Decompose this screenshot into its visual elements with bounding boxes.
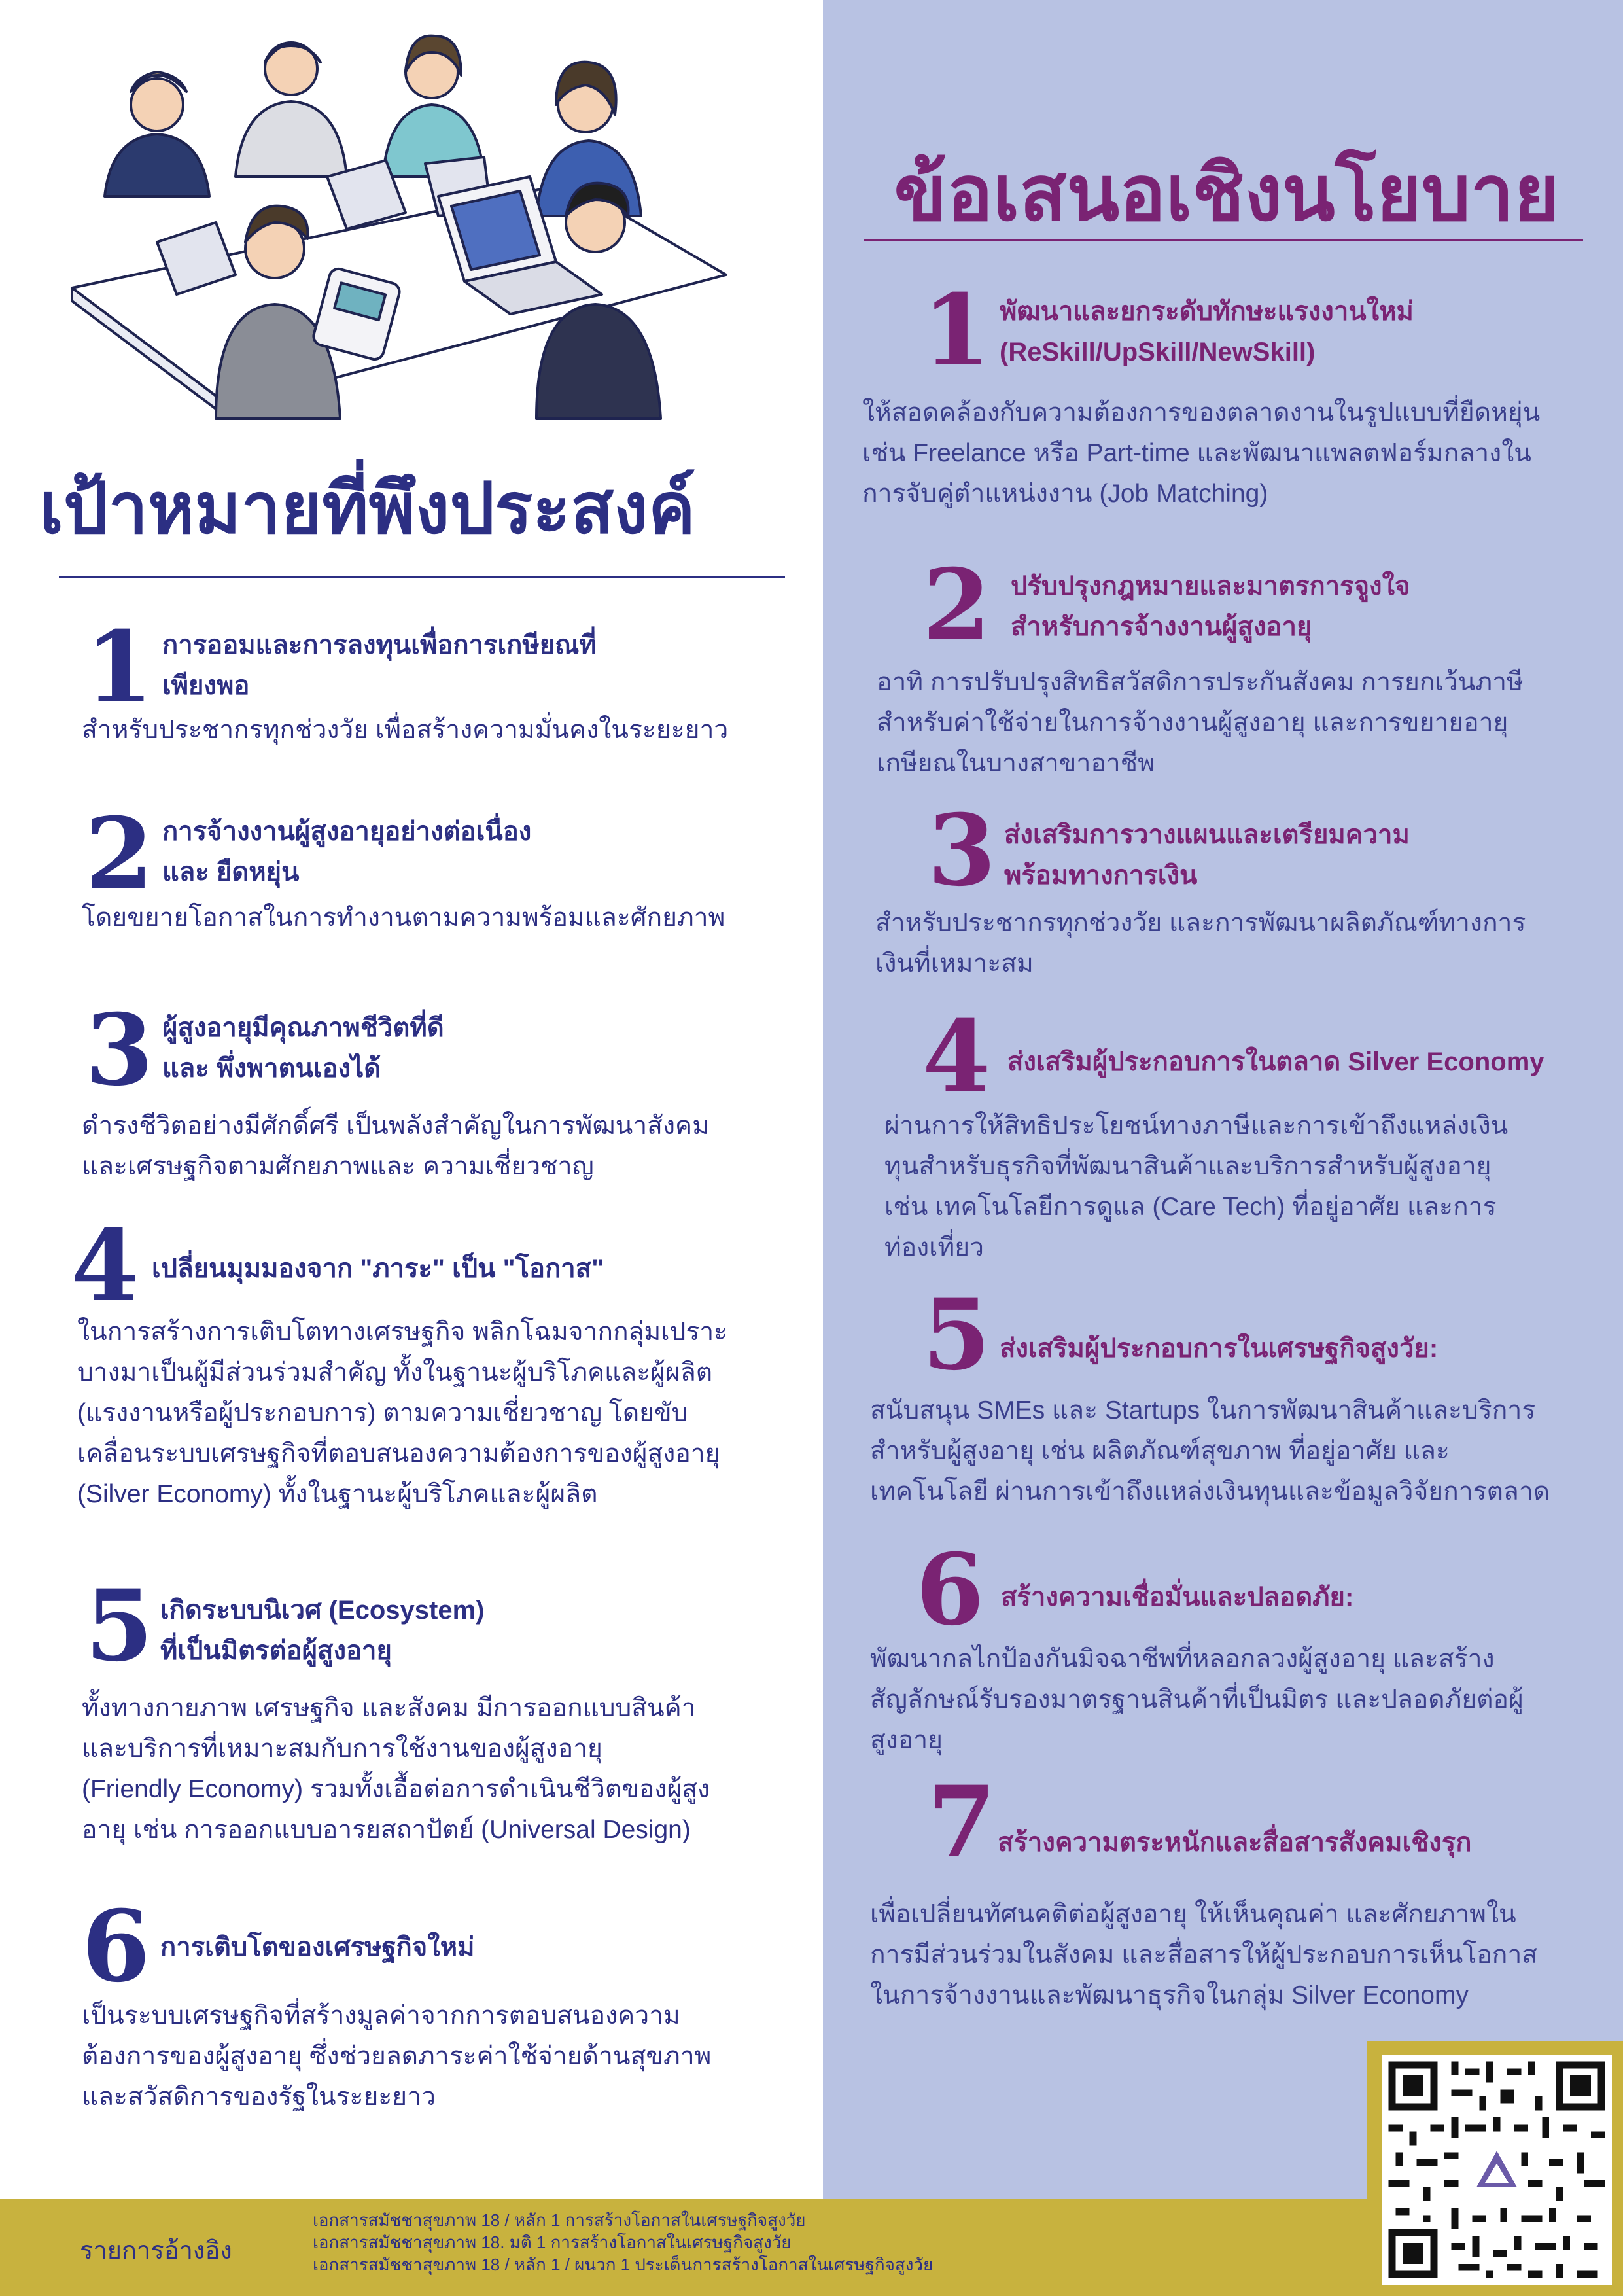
policy-title-divider [864,239,1583,241]
goal-text: โดยขยายโอกาสในการทำงานตามความพร้อมและศักยภาพ [82,904,725,932]
policy-heading: ส่งเสริมผู้ประกอบการในตลาด Silver Economy [1007,1048,1544,1076]
goal-heading: เกิดระบบนิเวศ (Ecosystem) ที่เป็นมิตรต่อผู้สูงอายุ [160,1596,485,1665]
team-meeting-illustration [59,26,739,432]
goal-number: 1 [85,610,154,725]
goal-number: 3 [85,993,154,1108]
policy-text: สนับสนุน SMEs และ Startups ในการพัฒนาสินค้าและบริการ สำหรับผู้สูงอายุ เช่น ผลิตภัณฑ์สุขภาพ ที่อยู่อาศัย และ เทคโนโลยี ผ่านการเข้าถึงแหล่งเงินทุนและข้อมูลวิจัยการตลาด [870,1396,1550,1506]
policy-text: สำหรับประชากรทุกช่วงวัย และการพัฒนาผลิตภัณฑ์ทางการ เงินที่เหมาะสม [875,909,1526,978]
policy-text: เพื่อเปลี่ยนทัศนคติต่อผู้สูงอายุ ให้เห็นคุณค่า และศักยภาพใน การมีส่วนร่วมในสังคม และสื่อสารให้ผู้ประกอบการเห็นโอกาส ในการจ้างงานและพัฒนาธุรกิจในกลุ่ม Silver Economy [870,1900,1538,2009]
policy-title: ข้อเสนอเชิงนโยบาย [894,150,1560,237]
goals-title-divider [59,576,785,578]
goal-number: 6 [82,1889,150,2004]
goal-number: 2 [85,796,154,911]
policy-heading: พัฒนาและยกระดับทักษะแรงงานใหม่ (ReSkill/UpSkill/NewSkill) [1000,297,1414,366]
assembly-logo-icon [1473,2146,1522,2195]
goal-text: ในการสร้างการเติบโตทางเศรษฐกิจ พลิกโฉมจากกลุ่มเปราะ บางมาเป็นผู้มีส่วนร่วมสำคัญ ทั้งในฐานะผู้บริโภคและผู้ผลิต (แรงงานหรือผู้ประกอบการ) ตามความเชี่ยวชาญ โดยขับ เคลื่อนระบบเศรษฐกิจที่ตอบสนองความต้องการของผู้สูงอายุ (Silver Economy) ทั้งในฐานะผู้บริโภคและผู้ผลิต [77,1318,728,1508]
reference-item: เอกสารสมัชชาสุขภาพ 18. มติ 1 การสร้างโอกาสในเศรษฐกิจสูงวัย [313,2233,792,2252]
policy-number: 4 [922,999,991,1114]
policy-number: 3 [928,793,996,908]
goal-number: 4 [71,1209,139,1324]
goal-heading: การเติบโตของเศรษฐกิจใหม่ [160,1933,475,1962]
goal-heading: การออมและการลงทุนเพื่อการเกษียณที่ เพียงพอ [162,631,597,700]
references-list [313,2209,933,2276]
goal-text: ดำรงชีวิตอย่างมีศักดิ์ศรี เป็นพลังสำคัญในการพัฒนาสังคม และเศรษฐกิจตามศักยภาพและ ความเชี่ยวชาญ [82,1112,709,1180]
policy-text: ให้สอดคล้องกับความต้องการของตลาดงานในรูปแบบที่ยืดหยุ่น เช่น Freelance หรือ Part-time และพัฒนาแพลตฟอร์มกลางใน การจับคู่ตำแหน่งงาน (Job Matching) [862,398,1541,508]
goals-title: เป้าหมายที่พึงประสงค์ [39,468,696,548]
policy-number: 6 [916,1532,985,1648]
policy-text: ผ่านการให้สิทธิประโยชน์ทางภาษีและการเข้าถึงแหล่งเงิน ทุนสำหรับธุรกิจที่พัฒนาสินค้าและบริการสำหรับผู้สูงอายุ เช่น เทคโนโลยีการดูแล (Care Tech) ที่อยู่อาศัย และการ ท่องเที่ยว [884,1112,1509,1262]
policy-heading: ส่งเสริมผู้ประกอบการในเศรษฐกิจสูงวัย: [1000,1334,1439,1363]
goal-heading: ผู้สูงอายุมีคุณภาพชีวิตที่ดี และ พึ่งพาตนเองได้ [162,1014,444,1083]
goal-number: 5 [85,1568,154,1684]
goal-text: สำหรับประชากรทุกช่วงวัย เพื่อสร้างความมั่นคงในระยะยาว [82,716,729,744]
goal-text: เป็นระบบเศรษฐกิจที่สร้างมูลค่าจากการตอบสนองความ ต้องการของผู้สูงอายุ ซึ่งช่วยลดภาระค่าใช้จ่ายด้านสุขภาพ และสวัสดิการของรัฐในระยะยาว [82,2002,712,2111]
reference-item: เอกสารสมัชชาสุขภาพ 18 / หลัก 1 / ผนวก 1 ประเด็นการสร้างโอกาสในเศรษฐกิจสูงวัย [313,2255,934,2274]
goal-text: ทั้งทางกายภาพ เศรษฐกิจ และสังคม มีการออกแบบสินค้า และบริการที่เหมาะสมกับการใช้งานของผู้สูงอายุ (Friendly Economy) รวมทั้งเอื้อต่อการดำเนินชีวิตของผู้สูง อายุ เช่น การออกแบบอารยสถาปัตย์ (Universal Design) [82,1694,710,1844]
policy-number: 5 [922,1277,991,1392]
policy-heading: สร้างความตระหนักและสื่อสารสังคมเชิงรุก [998,1828,1472,1857]
policy-text: พัฒนากลไกป้องกันมิจฉาชีพที่หลอกลวงผู้สูงอายุ และสร้าง สัญลักษณ์รับรองมาตรฐานสินค้าที่เป็นมิตร และปลอดภัยต่อผู้ สูงอายุ [870,1645,1524,1754]
goal-heading: เปลี่ยนมุมมองจาก "ภาระ" เป็น "โอกาส" [152,1254,604,1283]
policy-heading: สร้างความเชื่อมั่นและปลอดภัย: [1001,1583,1354,1612]
references-label: รายการอ้างอิง [80,2237,232,2265]
qr-code-icon[interactable] [1382,2055,1612,2285]
policy-text: อาทิ การปรับปรุงสิทธิสวัสดิการประกันสังคม การยกเว้นภาษี สำหรับค่าใช้จ่ายในการจ้างงานผู้สูงอายุ และการขยายอายุ เกษียณในบางสาขาอาชีพ [877,668,1524,777]
policy-number: 7 [928,1765,996,1880]
policy-heading: ปรับปรุงกฎหมายและมาตรการจูงใจ สำหรับการจ้างงานผู้สูงอายุ [1011,572,1410,641]
policy-heading: ส่งเสริมการวางแผนและเตรียมความ พร้อมทางการเงิน [1004,821,1410,890]
policy-number: 2 [922,548,991,663]
reference-item: เอกสารสมัชชาสุขภาพ 18 / หลัก 1 การสร้างโอกาสในเศรษฐกิจสูงวัย [313,2210,806,2230]
policy-number: 1 [922,273,991,388]
goal-heading: การจ้างงานผู้สูงอายุอย่างต่อเนื่อง และ ยืดหยุ่น [162,817,532,887]
